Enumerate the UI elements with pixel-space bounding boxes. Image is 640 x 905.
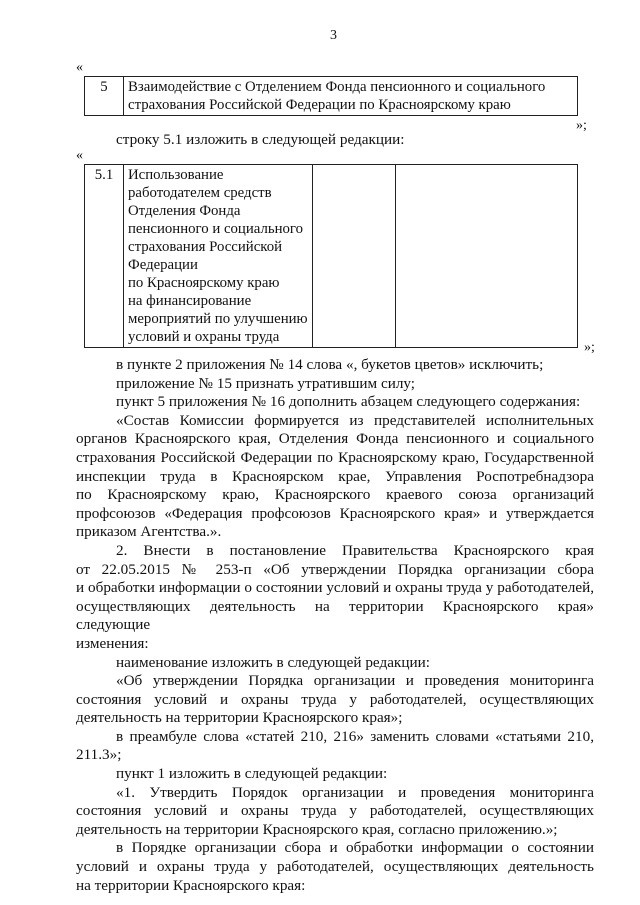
row-text-line: мероприятий по улучшению [128,311,308,327]
row-text-line: на финансирование [128,293,252,309]
text-line: 2. Внести в постановление Правительства Красноярского края [116,541,594,559]
text-line: наименование изложить в следующей редакции: [116,653,430,671]
text-line: профсоюзов «Федерация профсоюзов Красноярского края» и утверждается [76,504,594,522]
text-line: пункт 5 приложения № 16 дополнить абзацем следующего содержания: [116,393,581,411]
row-text-line: условий и охраны труда [128,329,280,345]
empty-cell [396,165,578,348]
row-text-line: Федерации [128,257,198,273]
quote-close-2: »; [584,340,595,355]
text-line: осуществляющих деятельность на территории Красноярского края» следующие [76,597,594,634]
row-text-line: пенсионного и социального [128,221,303,237]
text-line: страхования Российской Федерации по Красноярскому краю, Государственной [76,448,594,466]
row-text-line: страхования Российской [128,239,283,255]
intro-line: строку 5.1 изложить в следующей редакции: [116,131,405,148]
text-line: органов Красноярского края, Отделения Фонда пенсионного и социального [76,430,594,448]
text-line: по Красноярскому краю, Красноярского краевого союза организаций [76,486,594,504]
text-line: пункт 1 изложить в следующей редакции: [116,765,388,783]
row-text [124,77,578,116]
row-number: 5.1 [85,165,124,348]
text-line: «1. Утвердить Порядок организации и проведения мониторинга [116,783,594,801]
text-line: и обработки информации о состоянии условий и охраны труда у работодателей, [76,579,594,597]
text-line: условий и охраны труда у работодателей, осуществляющих деятельность [76,858,594,876]
text-line: на территории Красноярского края: [76,876,306,894]
row-text-line: Взаимодействие с Отделением Фонда пенсионного и социального [128,79,546,95]
text-line: «Состав Комиссии формируется из представителей исполнительных [116,411,594,429]
text-line: от 22.05.2015 № 253-п «Об утверждении Порядка организации сбора [76,560,594,578]
text-line: 211.3»; [76,746,122,764]
empty-cell [313,165,396,348]
table-row-5-1 [84,164,578,348]
body-text [76,356,594,895]
table-row-5 [84,76,578,116]
text-line: в Порядке организации сбора и обработки информации о состоянии [116,839,594,857]
quote-close-1: »; [576,118,587,133]
text-line: приказом Агентства.». [76,523,222,541]
quote-open-2: « [76,148,83,163]
text-line: в пункте 2 приложения № 14 слова «, букетов цветов» исключить; [116,356,544,373]
text-line: «Об утверждении Порядка организации и проведения мониторинга [116,672,594,690]
row-text-line: страхования Российской Федерации по Красноярскому краю [128,97,511,113]
text-line: состояния условий и охраны труда у работодателей, осуществляющих [76,802,594,820]
text-line: состояния условий и охраны труда у работодателей, осуществляющих [76,690,594,708]
text-line: инспекции труда в Красноярском крае, Управления Роспотребнадзора [76,467,594,485]
text-line: изменения: [76,634,149,652]
row-text [124,165,313,348]
text-line: приложение № 15 признать утратившим силу; [116,374,416,392]
quote-open-1: « [76,60,83,75]
row-text-line: Использование [128,167,224,183]
text-line: деятельность на территории Красноярского края, согласно приложению.»; [76,820,558,838]
page-number: 3 [330,28,337,43]
row-text-line: работодателем средств [128,185,272,201]
row-number: 5 [85,77,124,116]
row-text-line: Отделения Фонда [128,203,241,219]
row-text-line: по Красноярскому краю [128,275,280,291]
text-line: деятельность на территории Красноярского края»; [76,709,403,727]
text-line: в преамбуле слова «статей 210, 216» заменить словами «статьями 210, [116,727,594,745]
